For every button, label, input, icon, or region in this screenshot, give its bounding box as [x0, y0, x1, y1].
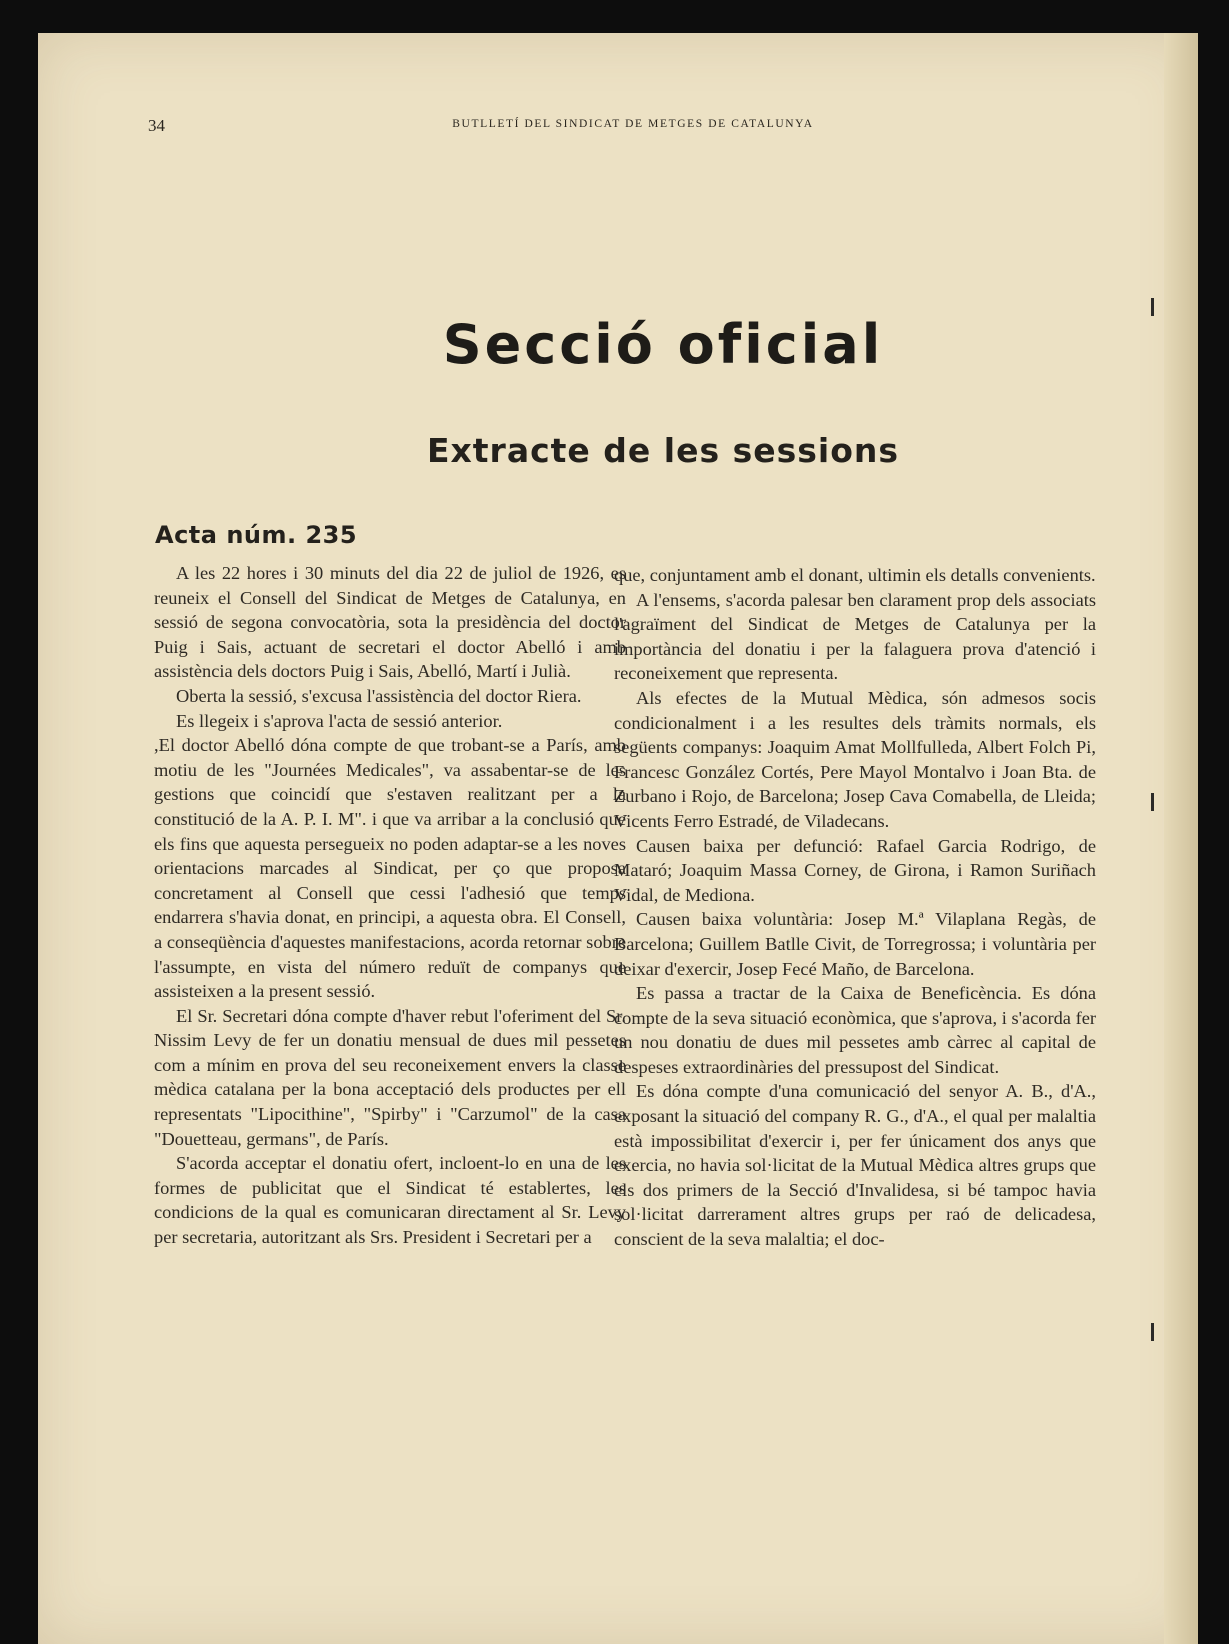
page-number: 34 [148, 116, 165, 135]
paragraph: Es llegeix i s'aprova l'acta de sessió anterior. [176, 710, 503, 731]
left-column [154, 561, 626, 1250]
paragraph: Causen baixa voluntària: Josep M.ª Vilaplana Regàs, de Barcelona; Guillem Batlle Civit, de Torregrossa; i voluntària per deixar d'exercir, Josep Fecé Maño, de Barcelona. [614, 909, 1096, 979]
paragraph: El Sr. Secretari dóna compte d'haver rebut l'oferiment del Sr. Nissim Levy de fer un donatiu mensual de dues mil pessetes com a mínim en prova del seu reconeixement envers la classe mèdica catalana per la bona acceptació dels productes per ell representats "Lipocithine", "Spirby" i "Carzumol" de la casa "Douetteau, germans", de París. [154, 1005, 626, 1149]
paragraph: S'acorda acceptar el donatiu ofert, incloent-lo en una de les formes de publicitat que el Sindicat té establertes, les condicions de la qual es comunicaran directament al Sr. Levy per secretaria, autoritzant als Srs. President i Secretari per a [154, 1153, 626, 1248]
right-column [614, 563, 1096, 1252]
paragraph: Causen baixa per defunció: Rafael Garcia Rodrigo, de Mataró; Joaquim Massa Corney, de Girona, i Ramon Suriñach Vidal, de Mediona. [614, 835, 1096, 905]
margin-mark [1151, 793, 1154, 811]
section-title: Secció oficial [442, 313, 884, 376]
page-edge-shadow [1164, 33, 1198, 1644]
document-page [38, 33, 1198, 1644]
paragraph: A l'ensems, s'acorda palesar ben clarament prop dels associats l'agraïment del Sindicat de Metges de Catalunya per la importància del donatiu i per la falaguera prova d'atenció i reconeixement que representa. [614, 589, 1096, 684]
paragraph: A les 22 hores i 30 minuts del dia 22 de juliol de 1926, es reuneix el Consell del Sindicat de Metges de Catalunya, en sessió de segona convocatòria, sota la presidència del doctor Puig i Sais, actuant de secretari el doctor Abelló i amb assistència dels doctors Puig i Sais, Abelló, Martí i Julià. [154, 563, 626, 682]
paragraph: que, conjuntament amb el donant, ultimin els detalls convenients. [614, 565, 1096, 585]
acta-heading: Acta núm. 235 [155, 521, 358, 549]
journal-title: BUTLLETÍ DEL SINDICAT DE METGES DE CATALUNYA [452, 118, 814, 130]
section-subtitle: Extracte de les sessions [426, 431, 900, 470]
paragraph: Es passa a tractar de la Caixa de Beneficència. Es dóna compte de la seva situació econòmica, que s'aprova, i s'acorda fer un nou donatiu de dues mil pessetes amb càrrec al capital de despeses extraordinàries del pressupost del Sindicat. [614, 983, 1096, 1077]
margin-mark [1151, 1323, 1154, 1341]
running-head [38, 116, 1198, 136]
paragraph: ,El doctor Abelló dóna compte de que trobant-se a París, amb motiu de les "Journées Medicales", va assabentar-se de les gestions que coincidí que s'estaven realitzant per a la constitució de la A. P. I. M". i que va arribar a la conclusió que els fins que aquesta persegueix no poden adaptar-se a les noves orientacions marcades al Sindicat, per ço que proposa concretament al Consell que cessi l'adhesió que temps endarrera s'havia donat, en principi, a aquesta obra. El Consell, a conseqüència d'aquestes manifestacions, acorda retornar sobre l'assumpte, en vista del número reduït de companys que assisteixen a la present sessió. [154, 735, 626, 1002]
paragraph: Es dóna compte d'una comunicació del senyor A. B., d'A., exposant la situació del company R. G., d'A., el qual per malaltia està impossibilitat d'exercir i, per fer únicament dos anys que exercia, no havia sol·licitat de la Mutual Mèdica altres grups que els dos primers de la Secció d'Invalidesa, si bé tampoc havia sol·licitat darrerament altres grups per raó de delicadesa, conscient de la seva malaltia; el doc- [614, 1081, 1096, 1250]
paragraph: Oberta la sessió, s'excusa l'assistència del doctor Riera. [176, 685, 582, 706]
margin-mark [1151, 298, 1154, 316]
paragraph: Als efectes de la Mutual Mèdica, són admesos socis condicionalment i a les resultes dels tràmits normals, els següents companys: Joaquim Amat Mollfulleda, Albert Folch Pi, Francesc González Cortés, Pere Mayol Montalvo i Joan Bta. de Zurbano i Rojo, de Barcelona; Josep Cava Comabella, de Lleida; Vicents Ferro Estradé, de Viladecans. [614, 687, 1096, 831]
